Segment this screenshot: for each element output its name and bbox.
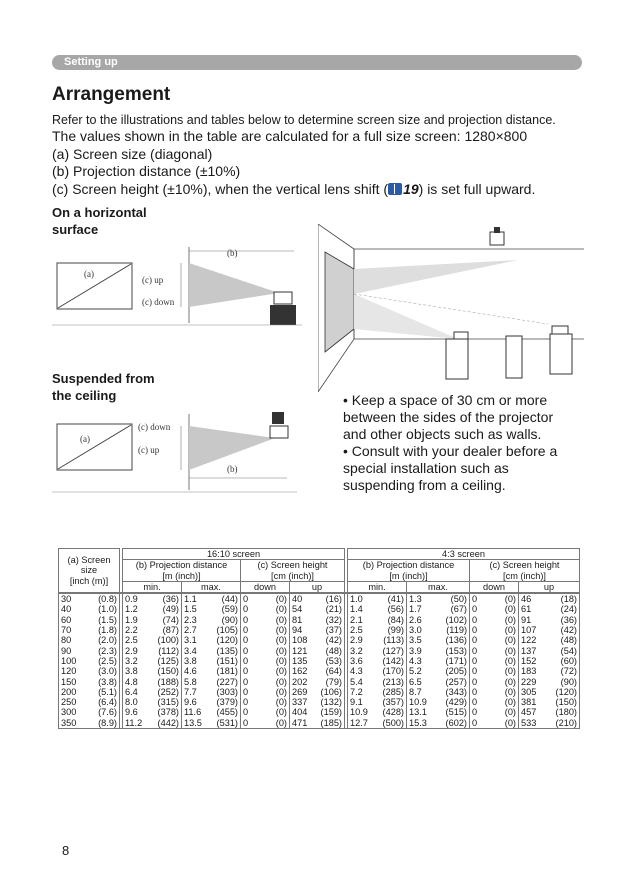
- projector-stand: [270, 305, 296, 325]
- table-cell: 3.4 (135): [182, 646, 241, 656]
- table-cell: 13.1 (515): [407, 707, 470, 717]
- table-cell: 0 (0): [241, 625, 290, 635]
- col-projection-distance: (b) Projection distance [m (inch)]: [123, 560, 241, 582]
- table-row: [59, 604, 580, 614]
- table-cell: 8.7 (343): [407, 687, 470, 697]
- table-cell: 5.2 (205): [407, 666, 470, 676]
- table-cell: 0 (0): [241, 666, 290, 676]
- projector-body: [274, 292, 292, 304]
- col-screen-height: (c) Screen height [cm (inch)]: [241, 560, 345, 582]
- table-cell: 1.2 (49): [123, 604, 182, 614]
- table-cell: 0 (0): [241, 718, 290, 729]
- table-cell: 94 (37): [290, 625, 345, 635]
- table-cell: 0 (0): [470, 718, 519, 729]
- intro-item-b: (b) Projection distance (±10%): [52, 163, 241, 179]
- table-cell: 6.4 (252): [123, 687, 182, 697]
- table-cell: 1.9 (74): [123, 615, 182, 625]
- table-cell: 0 (0): [470, 656, 519, 666]
- table-cell: 40 (1.0): [59, 604, 120, 614]
- seat-icon-1: [446, 339, 468, 379]
- table-cell: 533 (210): [519, 718, 580, 729]
- table-cell: 107 (42): [519, 625, 580, 635]
- table-row: [59, 625, 580, 635]
- table-cell: 5.4 (213): [348, 677, 407, 687]
- table-cell: 471 (185): [290, 718, 345, 729]
- table-cell: 11.6 (455): [182, 707, 241, 717]
- table-cell: 0.9 (36): [123, 593, 182, 604]
- projection-table: (a) Screen size [inch (m)] 16:10 screen 4:3 screen (b) Projection distance [m (inch)] (c) Screen height [cm (inch)] (b) Projection distance [m (inch)] (c) Screen height [cm (inch)] min. max. down up min. max. down up 30 (0.8) 0.9 (36) 1.1 (44) 0 (0) 40 (16) 1.0 (41) 1.3 (50) 0 (0) 46 (18) 40 (1.0) 1.2 (49) 1.5 (59) 0 (0) 54 (21) 1.4 (56) 1.7 (67) 0 (0) 61 (24) 60 (1.5) 1.9 (74) 2.3 (90) 0 (0) 81 (32) 2.1 (84) 2.6 (102) 0 (0) 91 (36) 70 (1.8) 2.2 (87) 2.7 (105) 0 (0) 94 (37) 2.5 (99) 3.0 (119) 0 (0) 107 (42) 80 (2.0) 2.5 (100) 3.1 (120) 0 (0) 108 (42) 2.9 (113) 3.5 (136) 0 (0) 122 (48) 90 (2.3) 2.9 (112) 3.4 (135) 0 (0) 121 (48) 3.2 (127) 3.9 (153) 0 (0) 137 (54) 100 (2.5) 3.2 (125) 3.8 (151) 0 (0) 135 (53) 3.6 (142) 4.3 (171) 0 (0) 152 (60) 120 (3.0) 3.8 (150) 4.6 (181) 0 (0) 162 (64) 4.3 (170) 5.2 (205) 0 (0) 183 (72) 150 (3.8) 4.8 (188) 5.8 (227) 0 (0) 202 (79) 5.4 (213) 6.5 (257) 0 (0) 229 (90) 200 (5.1) 6.4 (252) 7.7 (303) 0 (0) 269 (106) 7.2 (285) 8.7 (343) 0 (0) 305 (120) 250 (6.4) 8.0 (315) 9.6 (379) 0 (0) 337 (132) 9.1 (357) 10.9 (429) 0 (0) 381 (150) 300 (7.6) 9.6 (378) 11.6 (455) 0 (0) 404 (159) 10.9 (428) 13.1 (515) 0 (0) 457 (180) 350 (8.9) 11.2 (442) 13.5 (531) 0 (0) 471 (185) 12.7 (500) 15.3 (602) 0 (0) 533 (210): [58, 548, 580, 729]
- table-cell: 4.6 (181): [182, 666, 241, 676]
- table-cell: 1.4 (56): [348, 604, 407, 614]
- projector-body: [270, 426, 288, 438]
- label-screen-size: (a): [84, 269, 94, 279]
- table-cell: 0 (0): [241, 604, 290, 614]
- table-cell: 120 (3.0): [59, 666, 120, 676]
- table-cell: 2.1 (84): [348, 615, 407, 625]
- table-cell: 3.1 (120): [182, 635, 241, 645]
- page-number: 8: [62, 843, 70, 858]
- label-projection-distance: (b): [227, 248, 238, 258]
- table-cell: 135 (53): [290, 656, 345, 666]
- table-cell: 3.2 (125): [123, 656, 182, 666]
- table-cell: 137 (54): [519, 646, 580, 656]
- table-cell: 100 (2.5): [59, 656, 120, 666]
- table-cell: 7.2 (285): [348, 687, 407, 697]
- intro-item-c: (c) Screen height (±10%), when the vertical lens shift ( 19) is set full upward.: [52, 180, 536, 197]
- table-cell: 90 (2.3): [59, 646, 120, 656]
- table-cell: 0 (0): [241, 593, 290, 604]
- table-cell: 0 (0): [241, 707, 290, 717]
- note-clearance: • Keep a space of 30 cm or more between the sides of the projector and other objects such as walls.: [343, 392, 554, 442]
- table-cell: 0 (0): [470, 635, 519, 645]
- table-cell: 61 (24): [519, 604, 580, 614]
- table-cell: 305 (120): [519, 687, 580, 697]
- table-cell: 46 (18): [519, 593, 580, 604]
- table-cell: 162 (64): [290, 666, 345, 676]
- note-dealer: • Consult with your dealer before a special installation such as suspending from a ceiling.: [343, 443, 558, 493]
- table-cell: 91 (36): [519, 615, 580, 625]
- table-row: [59, 687, 580, 697]
- intro-text: [52, 112, 592, 198]
- table-cell: 3.9 (153): [407, 646, 470, 656]
- table-row: [59, 615, 580, 625]
- table-cell: 3.2 (127): [348, 646, 407, 656]
- intro-item-a: (a) Screen size (diagonal): [52, 145, 213, 162]
- table-cell: 8.0 (315): [123, 697, 182, 707]
- table-cell: 40 (16): [290, 593, 345, 604]
- table-cell: 9.6 (379): [182, 697, 241, 707]
- table-cell: 0 (0): [241, 697, 290, 707]
- table-row: [59, 593, 580, 604]
- table-cell: 202 (79): [290, 677, 345, 687]
- table-row: [59, 666, 580, 676]
- page-title: Arrangement: [52, 84, 171, 105]
- table-cell: 2.9 (112): [123, 646, 182, 656]
- table-cell: 0 (0): [470, 646, 519, 656]
- table-cell: 381 (150): [519, 697, 580, 707]
- ceiling-diagram: [52, 412, 307, 498]
- table-cell: 2.7 (105): [182, 625, 241, 635]
- table-cell: 0 (0): [470, 625, 519, 635]
- table-cell: 152 (60): [519, 656, 580, 666]
- table-cell: 3.8 (150): [123, 666, 182, 676]
- table-cell: 0 (0): [470, 615, 519, 625]
- table-cell: 0 (0): [470, 687, 519, 697]
- label-height-down: (c) down: [138, 422, 171, 432]
- table-cell: 6.5 (257): [407, 677, 470, 687]
- group-16-10: 16:10 screen: [123, 549, 345, 560]
- table-cell: 122 (48): [519, 635, 580, 645]
- table-cell: 404 (159): [290, 707, 345, 717]
- table-cell: 9.1 (357): [348, 697, 407, 707]
- table-cell: 1.5 (59): [182, 604, 241, 614]
- table-cell: 200 (5.1): [59, 687, 120, 697]
- table-cell: 0 (0): [470, 593, 519, 604]
- table-cell: 1.3 (50): [407, 593, 470, 604]
- table-cell: 0 (0): [470, 677, 519, 687]
- table-cell: 13.5 (531): [182, 718, 241, 729]
- table-cell: 300 (7.6): [59, 707, 120, 717]
- table-cell: 1.7 (67): [407, 604, 470, 614]
- table-cell: 9.6 (378): [123, 707, 182, 717]
- table-cell: 0 (0): [241, 615, 290, 625]
- notes: [343, 392, 573, 494]
- table-cell: 2.6 (102): [407, 615, 470, 625]
- col-screen-height: (c) Screen height [cm (inch)]: [470, 560, 580, 582]
- seat-icon-2: [506, 336, 522, 378]
- table-cell: 7.7 (303): [182, 687, 241, 697]
- table-cell: 1.1 (44): [182, 593, 241, 604]
- label-height-down: (c) down: [142, 297, 175, 307]
- table-cell: 3.6 (142): [348, 656, 407, 666]
- table-cell: 3.8 (151): [182, 656, 241, 666]
- table-cell: 350 (8.9): [59, 718, 120, 729]
- table-cell: 0 (0): [241, 635, 290, 645]
- page-reference[interactable]: 19: [403, 180, 419, 197]
- table-cell: 80 (2.0): [59, 635, 120, 645]
- section-title: Setting up: [64, 56, 118, 68]
- table-cell: 269 (106): [290, 687, 345, 697]
- label-height-up: (c) up: [142, 275, 164, 285]
- table-cell: 229 (90): [519, 677, 580, 687]
- table-cell: 0 (0): [470, 604, 519, 614]
- horizontal-diagram: [52, 243, 312, 328]
- col-screen-size: (a) Screen size [inch (m)]: [59, 549, 120, 594]
- lower-light-beam: [354, 294, 458, 339]
- table-row: [59, 718, 580, 729]
- table-cell: 81 (32): [290, 615, 345, 625]
- table-cell: 2.2 (87): [123, 625, 182, 635]
- label-projection-distance: (b): [227, 464, 238, 474]
- table-cell: 0 (0): [241, 677, 290, 687]
- table-cell: 5.8 (227): [182, 677, 241, 687]
- table-cell: 0 (0): [241, 687, 290, 697]
- table-cell: 3.0 (119): [407, 625, 470, 635]
- table-cell: 250 (6.4): [59, 697, 120, 707]
- table-cell: 150 (3.8): [59, 677, 120, 687]
- table-cell: 0 (0): [241, 646, 290, 656]
- table-row: [59, 697, 580, 707]
- table-cell: 3.5 (136): [407, 635, 470, 645]
- table-cell: 0 (0): [470, 707, 519, 717]
- intro-line-1: Refer to the illustrations and tables below to determine screen size and projection distance.: [52, 113, 556, 127]
- table-cell: 70 (1.8): [59, 625, 120, 635]
- label-height-up: (c) up: [138, 445, 160, 455]
- table-cell: 60 (1.5): [59, 615, 120, 625]
- table-cell: 12.7 (500): [348, 718, 407, 729]
- table-cell: 337 (132): [290, 697, 345, 707]
- table-cell: 457 (180): [519, 707, 580, 717]
- table-row: [59, 635, 580, 645]
- table-cell: 2.5 (99): [348, 625, 407, 635]
- table-cell: 1.0 (41): [348, 593, 407, 604]
- room-illustration: [318, 224, 584, 392]
- table-cell: 108 (42): [290, 635, 345, 645]
- horizontal-heading: On a horizontal surface: [52, 205, 147, 237]
- table-cell: 11.2 (442): [123, 718, 182, 729]
- table-row: [59, 646, 580, 656]
- col-projection-distance: (b) Projection distance [m (inch)]: [348, 560, 470, 582]
- table-cell: 4.8 (188): [123, 677, 182, 687]
- table-cell: 30 (0.8): [59, 593, 120, 604]
- upper-light-beam: [354, 260, 518, 294]
- intro-line-2: The values shown in the table are calculated for a full size screen: 1280×800: [52, 128, 528, 144]
- table-cell: 0 (0): [241, 656, 290, 666]
- table-cell: 0 (0): [470, 697, 519, 707]
- table-cell: 0 (0): [470, 666, 519, 676]
- table-row: [59, 677, 580, 687]
- table-cell: 10.9 (429): [407, 697, 470, 707]
- table-cell: 183 (72): [519, 666, 580, 676]
- ceiling-mount: [272, 412, 284, 424]
- book-icon: [388, 183, 402, 195]
- table-cell: 4.3 (171): [407, 656, 470, 666]
- table-cell: 54 (21): [290, 604, 345, 614]
- table-row: [59, 707, 580, 717]
- table-cell: 10.9 (428): [348, 707, 407, 717]
- table-cell: 15.3 (602): [407, 718, 470, 729]
- group-4-3: 4:3 screen: [348, 549, 580, 560]
- table-cell: 2.9 (113): [348, 635, 407, 645]
- section-header-bar: [52, 55, 582, 70]
- label-screen-size: (a): [80, 434, 90, 444]
- table-cell: 2.3 (90): [182, 615, 241, 625]
- table-row: [59, 656, 580, 666]
- table-cell: 4.3 (170): [348, 666, 407, 676]
- table-cell: 2.5 (100): [123, 635, 182, 645]
- ceiling-projector-icon: [490, 232, 504, 245]
- table-cell: 121 (48): [290, 646, 345, 656]
- table-projector-icon: [550, 334, 572, 374]
- ceiling-heading: Suspended from the ceiling: [52, 371, 155, 403]
